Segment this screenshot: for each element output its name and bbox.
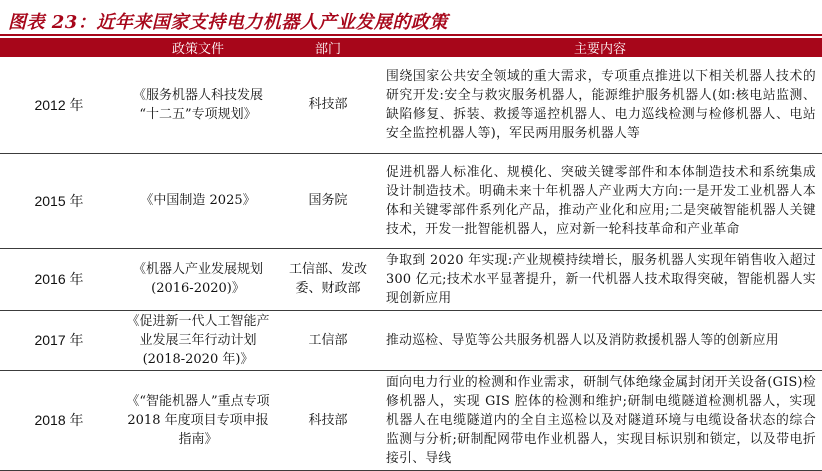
figure-title: 图表 23：近年来国家支持电力机器人产业发展的政策 bbox=[8, 12, 448, 33]
row-department: 科技部 bbox=[278, 370, 378, 470]
row-department: 工信部 bbox=[278, 310, 378, 370]
row-year: 2018 年 bbox=[0, 370, 118, 470]
row-content: 争取到 2020 年实现:产业规模持续增长，服务机器人实现年销售收入超过 300 亿元;技术水平显著提升，新一代机器人技术取得突破，智能机器人实现创新应用 bbox=[378, 248, 822, 310]
row-content: 促进机器人标准化、规模化、突破关键零部件和本体制造技术和系统集成设计制造技术。明确未来十年机器人产业两大方向:一是开发工业机器人本体和关键零部件系列化产品，推动产业化和应用;二是突破智能机器人关键技术，开发一批智能机器人，应对新一轮科技革命和产业革命 bbox=[378, 153, 822, 248]
row-year: 2016 年 bbox=[0, 248, 118, 310]
row-department: 科技部 bbox=[278, 57, 378, 153]
header-department: 部门 bbox=[278, 38, 378, 57]
table-header-row bbox=[0, 38, 822, 57]
row-content: 围绕国家公共安全领域的重大需求，专项重点推进以下相关机器人技术的研究开发:安全与救灾服务机器人，能源维护服务机器人(如:核电站监测、缺陷修复、拆装、救援等遥控机器人、电力巡线检测与检修机器人、电站安全监控机器人等)，军民两用服务机器人等 bbox=[378, 57, 822, 153]
policy-table bbox=[0, 38, 822, 471]
figure-title-bar bbox=[0, 0, 822, 38]
table-row bbox=[0, 310, 822, 370]
header-year bbox=[0, 38, 118, 57]
row-policy: 《促进新一代人工智能产业发展三年行动计划 (2018-2020 年)》 bbox=[118, 310, 278, 370]
row-policy: 《机器人产业发展规划 (2016-2020)》 bbox=[118, 248, 278, 310]
row-policy: 《服务机器人科技发展 “十二五”专项规划》 bbox=[118, 57, 278, 153]
row-year: 2015 年 bbox=[0, 153, 118, 248]
table-row bbox=[0, 370, 822, 470]
row-content: 面向电力行业的检测和作业需求，研制气体绝缘金属封闭开关设备(GIS)检修机器人，实现 GIS 腔体的检测和维护;研制电缆隧道检测机器人，实现机器人在电缆隧道内的全自主巡检以及对隧道环境与电缆设备状态的综合监测与分析;研制配网带电作业机器人，实现目标识别和锁定，以及带电折接引、导线 bbox=[378, 370, 822, 470]
table-row bbox=[0, 153, 822, 248]
row-department: 国务院 bbox=[278, 153, 378, 248]
header-policy: 政策文件 bbox=[118, 38, 278, 57]
table-row bbox=[0, 57, 822, 153]
row-content: 推动巡检、导览等公共服务机器人以及消防救援机器人等的创新应用 bbox=[378, 310, 822, 370]
title-divider bbox=[0, 34, 822, 36]
row-year: 2017 年 bbox=[0, 310, 118, 370]
row-year: 2012 年 bbox=[0, 57, 118, 153]
table-row bbox=[0, 248, 822, 310]
row-policy: 《“智能机器人”重点专项 2018 年度项目专项申报指南》 bbox=[118, 370, 278, 470]
row-policy: 《中国制造 2025》 bbox=[118, 153, 278, 248]
header-content: 主要内容 bbox=[378, 38, 822, 57]
row-department: 工信部、发改委、财政部 bbox=[278, 248, 378, 310]
